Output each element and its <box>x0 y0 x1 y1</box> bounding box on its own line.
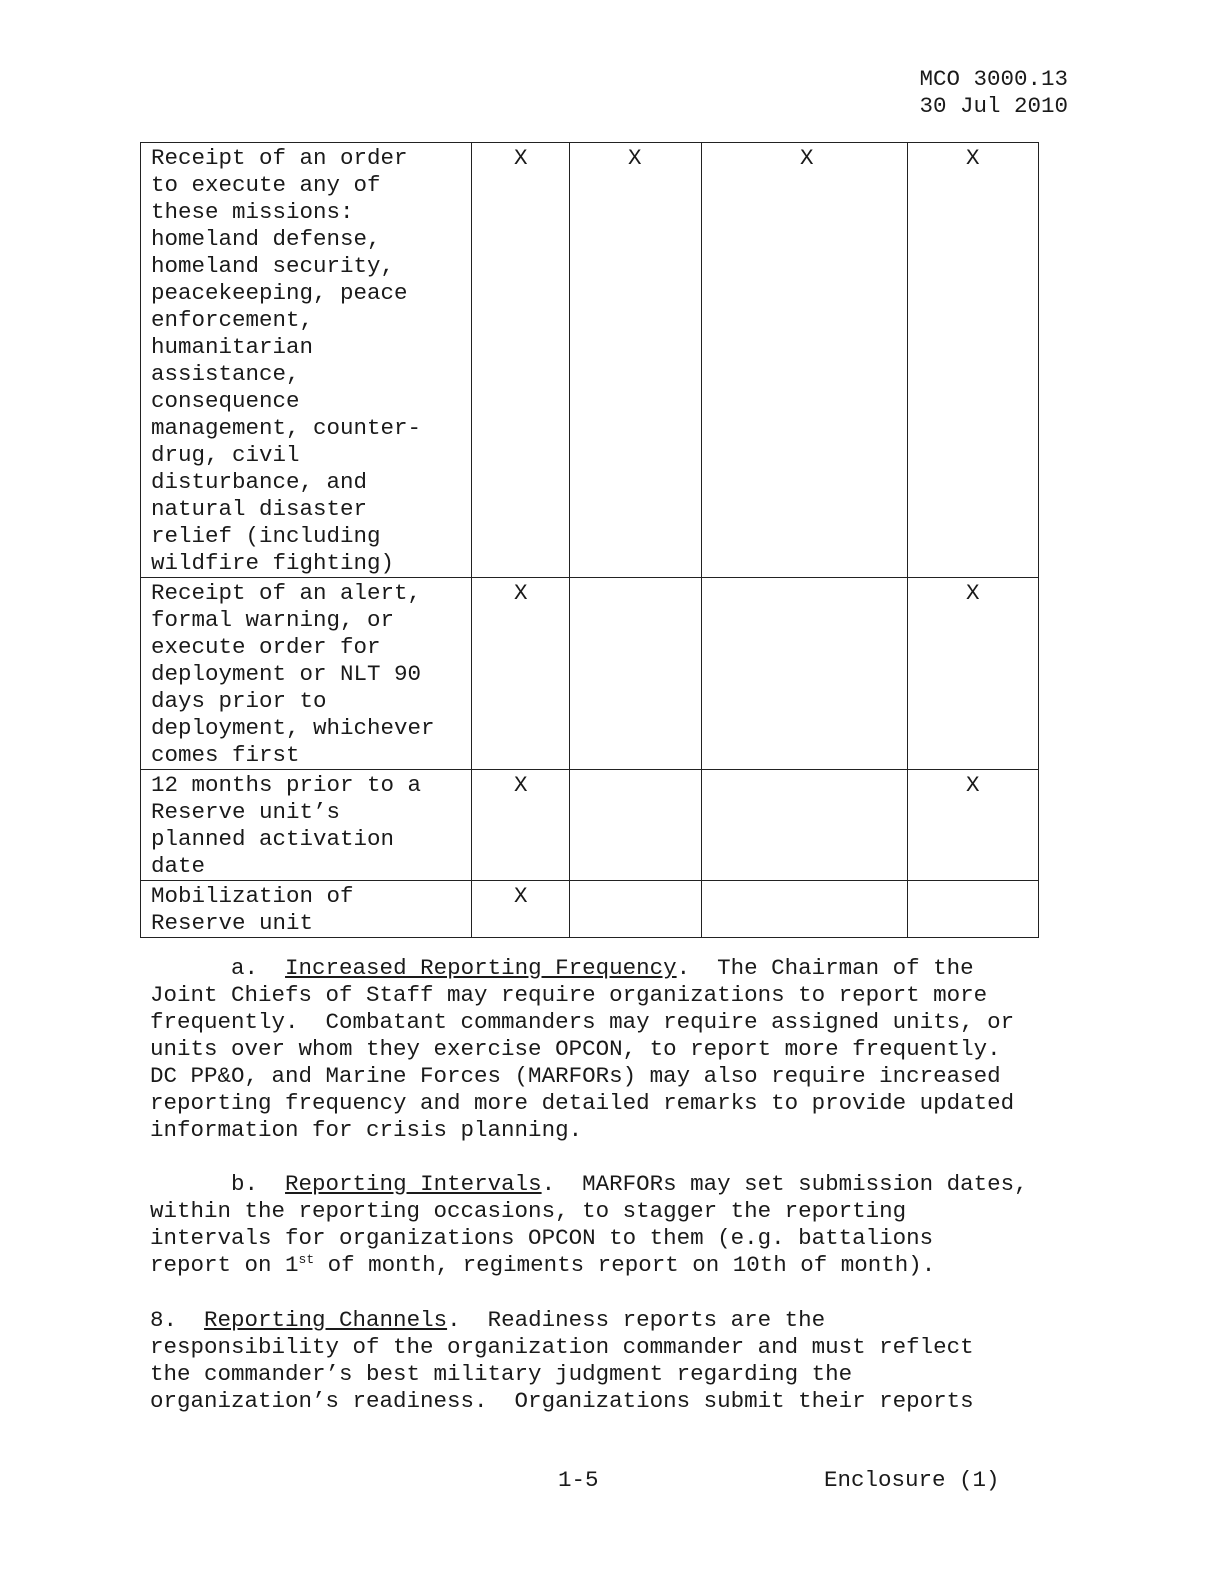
table-row <box>141 770 1039 881</box>
mark-cell: X <box>570 143 702 578</box>
paragraph-line: DC PP&O, and Marine Forces (MARFORs) may also require increased <box>150 1063 1001 1089</box>
paragraph-title: Increased Reporting Frequency <box>285 955 677 981</box>
enclosure-label: Enclosure (1) <box>824 1467 1000 1493</box>
mark-cell: X <box>472 143 570 578</box>
reporting-occasions-table <box>140 142 1039 938</box>
paragraph-line: reporting frequency and more detailed remarks to provide updated <box>150 1090 1015 1116</box>
paragraph-title: Reporting Channels <box>204 1307 448 1333</box>
paragraph-line: organization’s readiness. Organizations submit their reports <box>150 1388 974 1414</box>
paragraph-line: information for crisis planning. <box>150 1117 583 1143</box>
paragraph-line: the commander’s best military judgment regarding the <box>150 1361 853 1387</box>
occasion-cell: Receipt of an alert, formal warning, or execute order for deployment or NLT 90 days prior to deployment, whichever comes first <box>141 578 472 770</box>
table-row <box>141 143 1039 578</box>
paragraph-title: Reporting Intervals <box>285 1171 542 1197</box>
paragraph-a <box>150 955 1080 1144</box>
mark-cell <box>702 578 908 770</box>
mark-cell <box>702 770 908 881</box>
table-row <box>141 578 1039 770</box>
mark-cell: X <box>908 143 1039 578</box>
paragraph-label: 8. <box>150 1307 178 1333</box>
paragraph-line: responsibility of the organization commander and must reflect <box>150 1334 974 1360</box>
order-date: 30 Jul 2010 <box>919 93 1068 119</box>
occasion-cell: Mobilization of Reserve unit <box>141 881 472 938</box>
occasion-cell: 12 months prior to a Reserve unit’s planned activation date <box>141 770 472 881</box>
order-number: MCO 3000.13 <box>919 66 1068 92</box>
paragraph-line: Joint Chiefs of Staff may require organizations to report more <box>150 982 988 1008</box>
paragraph-line: within the reporting occasions, to stagger the reporting <box>150 1198 907 1224</box>
mark-cell: X <box>472 578 570 770</box>
paragraph-line: a. Increased Reporting Frequency. The Chairman of the <box>231 955 974 981</box>
page-number: 1-5 <box>558 1467 599 1493</box>
paragraph-line: frequently. Combatant commanders may require assigned units, or <box>150 1009 1015 1035</box>
paragraph-label: a. <box>231 955 259 981</box>
paragraph-label: b. <box>231 1171 259 1197</box>
occasion-cell: Receipt of an order to execute any of these missions: homeland defense, homeland security, peacekeeping, peace enforcement, humanitarian assistance, consequence management, counter- drug, civil disturbance, and natural disaster relief (including wildfire fighting) <box>141 143 472 578</box>
mark-cell <box>570 578 702 770</box>
mark-cell <box>570 881 702 938</box>
mark-cell: X <box>702 143 908 578</box>
paragraph-line: units over whom they exercise OPCON, to report more frequently. <box>150 1036 1001 1062</box>
document-header <box>919 66 1068 120</box>
mark-cell: X <box>472 770 570 881</box>
paragraph-line: 8. Reporting Channels. Readiness reports are the <box>150 1307 826 1333</box>
table-row <box>141 881 1039 938</box>
mark-cell <box>702 881 908 938</box>
mark-cell <box>570 770 702 881</box>
mark-cell: X <box>908 578 1039 770</box>
paragraph-8 <box>150 1307 1080 1415</box>
paragraph-b <box>150 1171 1080 1279</box>
paragraph-line: b. Reporting Intervals. MARFORs may set submission dates, <box>231 1171 1028 1197</box>
mark-cell <box>908 881 1039 938</box>
superscript: st <box>298 1252 315 1267</box>
mark-cell: X <box>908 770 1039 881</box>
paragraph-line: report on 1st of month, regiments report on 10th of month). <box>150 1252 936 1278</box>
paragraph-line: intervals for organizations OPCON to them (e.g. battalions <box>150 1225 934 1251</box>
mark-cell: X <box>472 881 570 938</box>
